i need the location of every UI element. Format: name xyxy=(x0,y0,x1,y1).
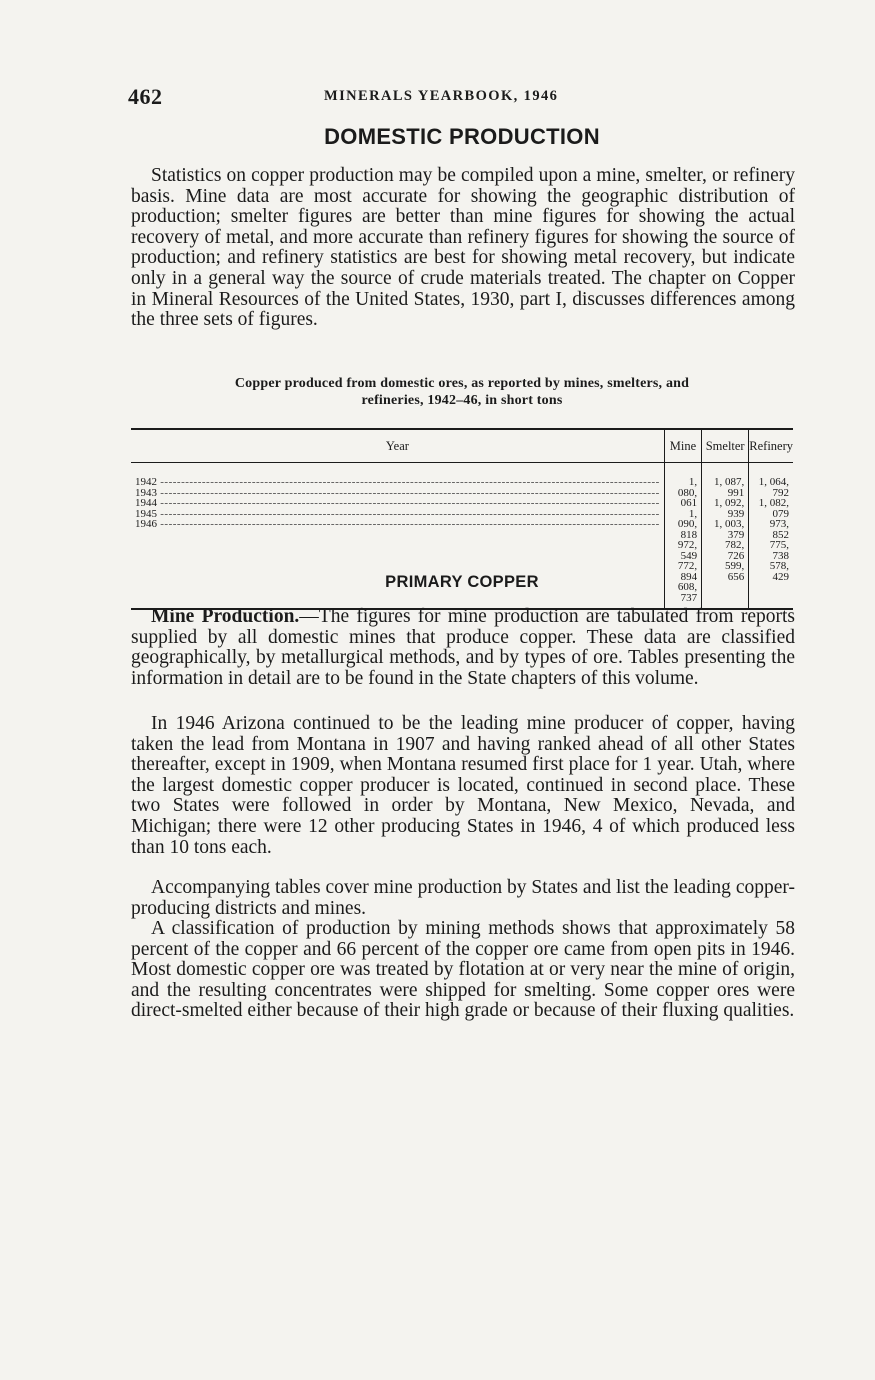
arizona-paragraph: In 1946 Arizona continued to be the leading mine producer of copper, having taken the lead from Montana in 1907 and having ranked ahead of all other States thereafter, except in 1909, when Montana resumed first place for 1 year. Utah, where the largest domestic copper producer is located, continued in second place. These two States were followed in order by Montana, New Mexico, Nevada, and Michigan; there were 12 other producing States in 1946, 4 of which produced less than 10 tons each. xyxy=(131,713,795,858)
intro-paragraph: Statistics on copper production may be compiled upon a mine, smelter, or refinery basis. Mine data are most accurate for showing the geographic distribution of production; smelter figures are better than mine figures for showing the actual recovery of metal, and more accurate than refinery figures for showing the source of production; and refinery statistics are best for showing metal recovery, but indicate only in a general way the source of crude materials treated. The chapter on Copper in Mineral Resources of the United States, 1930, part I, discusses differences among the three sets of figures. xyxy=(131,165,795,331)
mine-production-runin: Mine Production. xyxy=(151,606,300,627)
column-header-mine: Mine xyxy=(664,429,701,463)
dot-leader: ------------------------------------------------------------------------------------------------------------------------ xyxy=(157,498,660,509)
mine-values: 1, 080, 061 1, 090, 818 972, 549 772, 894 608, 737 xyxy=(677,476,698,604)
year-list xyxy=(135,477,660,530)
table-caption xyxy=(128,375,796,409)
classification-paragraph: A classification of production by mining methods shows that approximately 58 percent of the copper and 66 percent of the copper ore came from open pits in 1946. Most domestic copper ore was treated by flotation at or very near the mine of origin, and the resulting concentrates were shipped for smelting. Some copper ores were direct-smelted either because of their high grade or because of their fluxing qualities. xyxy=(131,918,795,1022)
year-row xyxy=(135,488,660,499)
year-row xyxy=(135,519,660,530)
running-head: MINERALS YEARBOOK, 1946 xyxy=(324,88,559,104)
column-header-smelter: Smelter xyxy=(702,429,749,463)
section-title-domestic-production: DOMESTIC PRODUCTION xyxy=(324,124,600,149)
year-row xyxy=(135,509,660,520)
section-title-primary-copper: PRIMARY COPPER xyxy=(385,573,539,591)
column-header-refinery: Refinery xyxy=(749,429,793,463)
refinery-values: 1, 064, 792 1, 082, 079 973, 852 775, 738 578, 429 xyxy=(758,476,789,583)
dot-leader: ------------------------------------------------------------------------------------------------------------------------ xyxy=(157,519,660,530)
mine-production-paragraph xyxy=(131,607,795,689)
year-label: 1946 xyxy=(135,519,157,530)
year-row xyxy=(135,477,660,488)
table-caption-line-1: Copper produced from domestic ores, as reported by mines, smelters, and xyxy=(234,376,690,391)
page-header xyxy=(128,84,796,110)
page-number: 462 xyxy=(128,84,163,109)
table-header-row xyxy=(131,429,793,463)
accompanying-tables-paragraph: Accompanying tables cover mine production by States and list the leading copper-producing districts and mines. xyxy=(131,877,795,919)
year-row xyxy=(135,498,660,509)
table-caption-line-2: refineries, 1942–46, in short tons xyxy=(361,393,563,408)
year-label: 1944 xyxy=(135,498,157,509)
dot-leader: ------------------------------------------------------------------------------------------------------------------------ xyxy=(157,477,660,488)
year-label: 1943 xyxy=(135,487,157,498)
year-label: 1945 xyxy=(135,508,157,519)
year-label: 1942 xyxy=(135,477,157,488)
dot-leader: ------------------------------------------------------------------------------------------------------------------------ xyxy=(157,487,660,498)
dot-leader: ------------------------------------------------------------------------------------------------------------------------ xyxy=(157,508,660,519)
smelter-values: 1, 087, 991 1, 092, 939 1, 003, 379 782, 726 599, 656 xyxy=(714,476,745,583)
column-header-year: Year xyxy=(131,429,664,463)
mine-production-text: —The figures for mine production are tabulated from reports supplied by all domestic mines that produce copper. These data are classified geographically, by metallurgical methods, and by types of ore. Tables presenting the information in detail are to be found in the State chapters of this volume. xyxy=(131,606,795,689)
